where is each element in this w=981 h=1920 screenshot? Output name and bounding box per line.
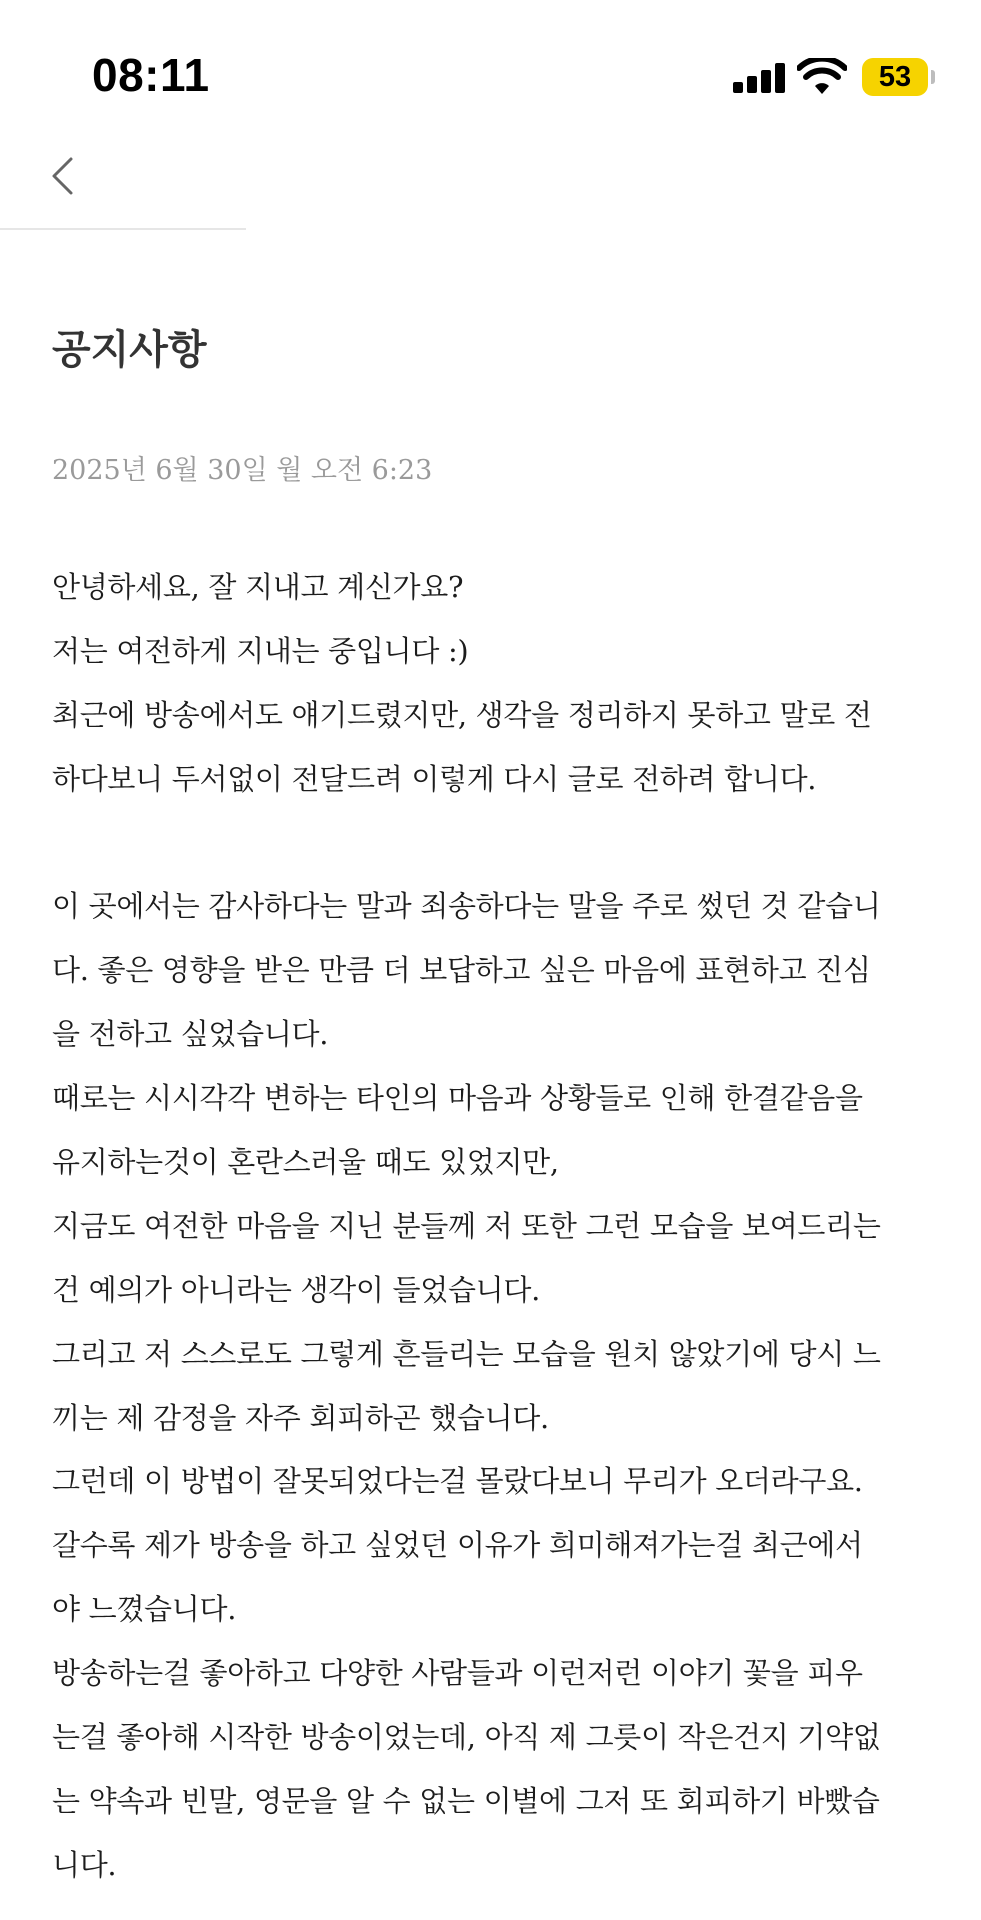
body-line: 갈수록 제가 방송을 하고 싶었던 이유가 희미해져가는걸 최근에서	[52, 1528, 863, 1563]
body-line: 끼는 제 감정을 자주 회피하곤 했습니다.	[52, 1400, 549, 1435]
body-line: 방송하는걸 좋아하고 다양한 사람들과 이런저런 이야기 꽃을 피우	[52, 1656, 863, 1691]
body-line: 유지하는것이 혼란스러울 때도 있었지만,	[52, 1145, 559, 1180]
body-line: 최근에 방송에서도 얘기드렸지만, 생각을 정리하지 못하고 말로 전	[52, 697, 872, 732]
body-line: 니다.	[52, 1847, 117, 1882]
page-title: 공지사항	[52, 327, 207, 373]
body-line: 다. 좋은 영향을 받은 만큼 더 보답하고 싶은 마음에 표현하고 진심	[52, 953, 871, 988]
battery-tip	[931, 70, 935, 84]
status-time: 08:11	[92, 49, 210, 101]
body-line: 는 약속과 빈말, 영문을 알 수 없는 이별에 그저 또 회피하기 바빴습	[52, 1783, 880, 1818]
body-line: 건 예의가 아니라는 생각이 들었습니다.	[52, 1272, 541, 1307]
wifi-icon	[797, 58, 847, 96]
body-line: 저는 여전하게 지내는 중입니다 :)	[52, 633, 469, 668]
cellular-signal-icon	[733, 63, 787, 93]
body-line: 안녕하세요, 잘 지내고 계신가요?	[52, 570, 464, 604]
battery-indicator: 53	[862, 58, 928, 96]
post-body	[52, 556, 932, 1898]
body-line: 그리고 저 스스로도 그렇게 흔들리는 모습을 원치 않았기에 당시 느	[52, 1336, 881, 1371]
body-line: 지금도 여전한 마음을 지닌 분들께 저 또한 그런 모습을 보여드리는	[52, 1208, 881, 1243]
body-line: 이 곳에서는 감사하다는 말과 죄송하다는 말을 주로 썼던 것 같습니	[52, 889, 881, 924]
body-line: 하다보니 두서없이 전달드려 이렇게 다시 글로 전하려 합니다.	[52, 761, 817, 796]
status-bar	[0, 0, 981, 150]
body-line: 는걸 좋아해 시작한 방송이었는데, 아직 제 그릇이 작은건지 기약없	[52, 1720, 881, 1755]
back-button[interactable]	[40, 145, 100, 205]
body-line: 을 전하고 싶었습니다.	[52, 1017, 329, 1052]
body-blank-line	[52, 812, 932, 876]
body-line: 야 느꼈습니다.	[52, 1592, 237, 1627]
body-line: 때로는 시시각각 변하는 타인의 마음과 상황들로 인해 한결같음을	[52, 1081, 863, 1116]
post-date: 2025년 6월 30일 월 오전 6:23	[52, 455, 433, 486]
body-line: 그런데 이 방법이 잘못되었다는걸 몰랐다보니 무리가 오더라구요.	[52, 1464, 863, 1499]
chevron-left-icon	[40, 145, 100, 205]
header-divider	[0, 228, 246, 230]
